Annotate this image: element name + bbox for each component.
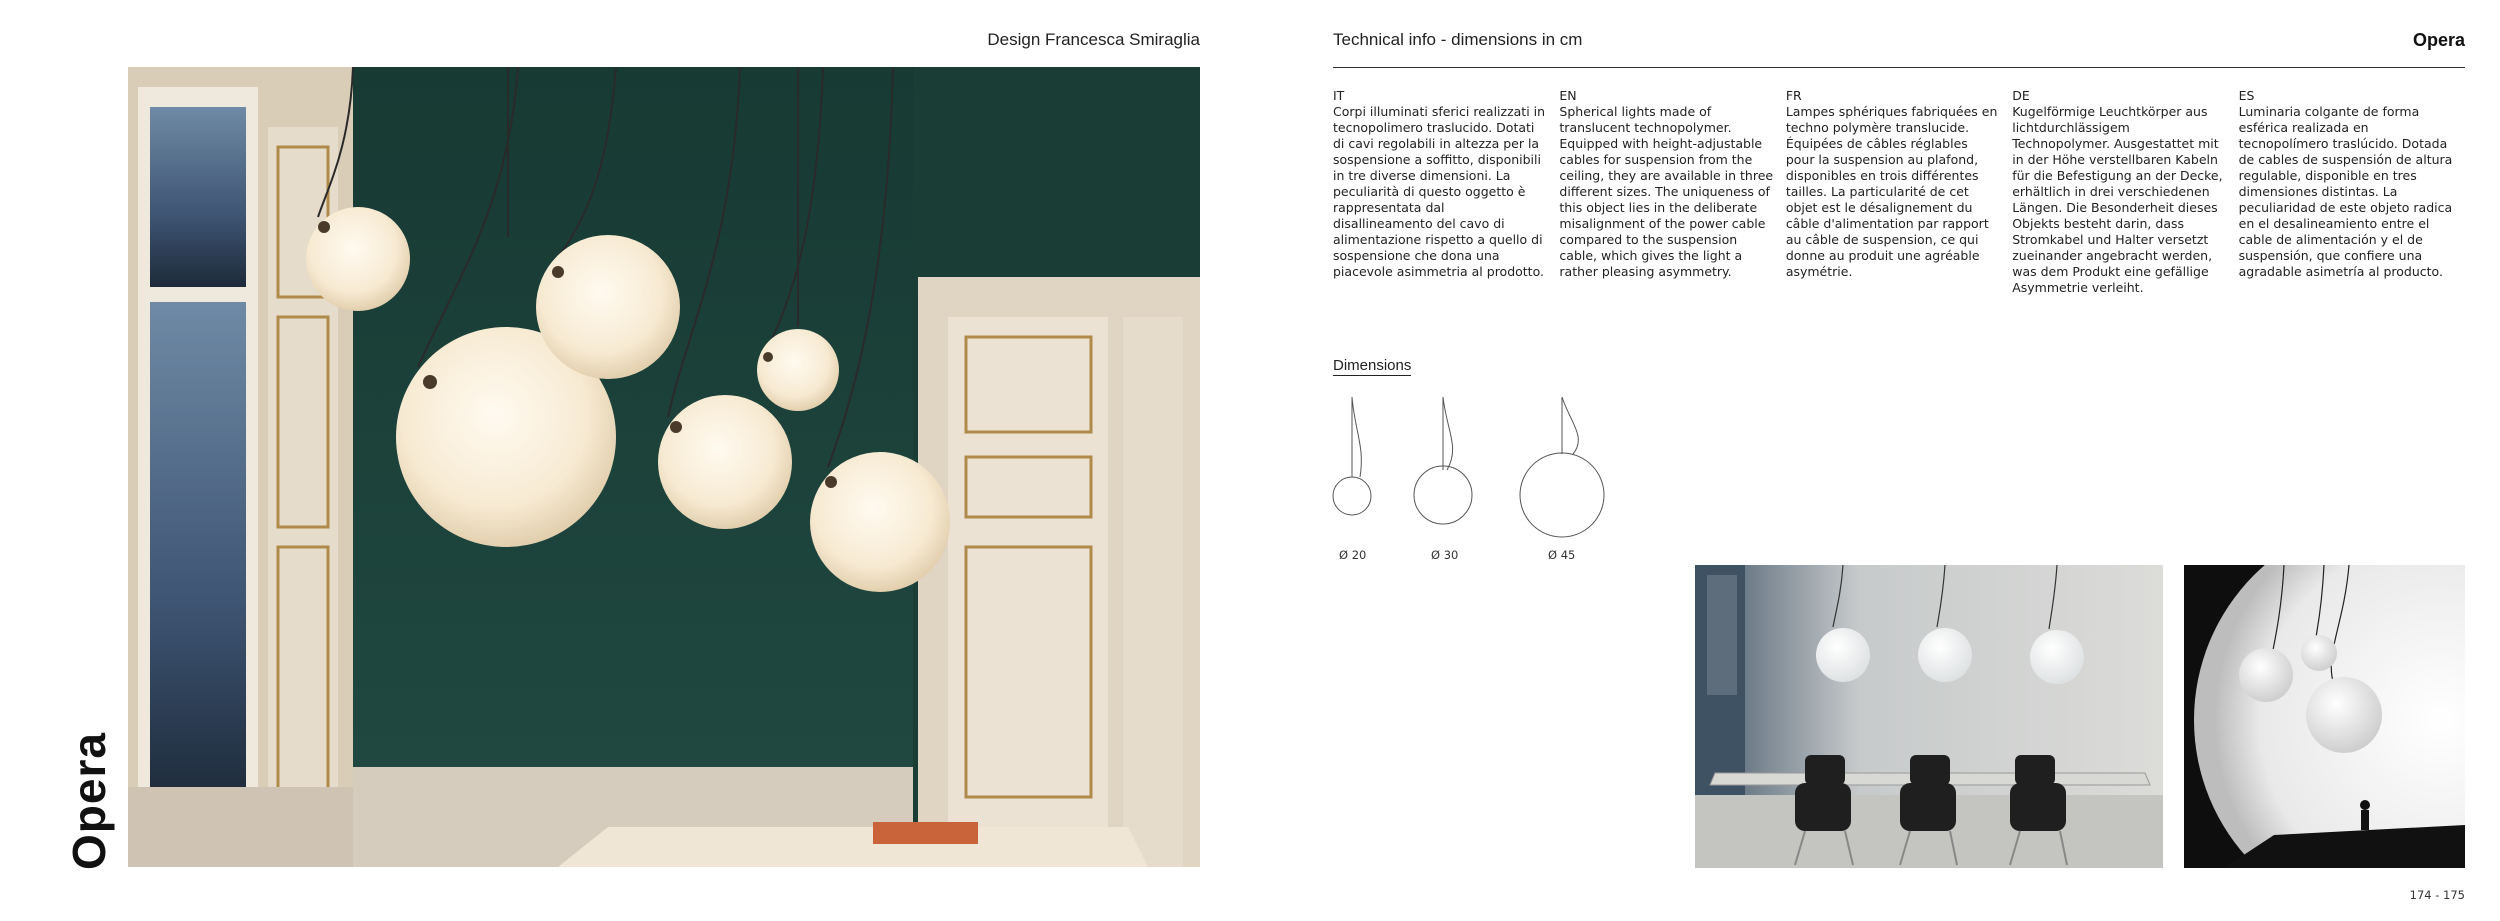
description-fr: [1786, 88, 2012, 296]
dimensions-heading: Dimensions: [1333, 357, 1412, 374]
description-it: [1333, 88, 1559, 296]
artistic-moon-photo: [2184, 565, 2465, 868]
dimension-label-30: Ø 30: [1431, 548, 1459, 562]
vertical-product-title: Opera: [63, 732, 115, 870]
page-number: 174 - 175: [2409, 888, 2465, 902]
dimension-label-45: Ø 45: [1548, 548, 1576, 562]
language-code: EN: [1559, 88, 1577, 103]
header-divider: [1333, 67, 2465, 68]
dining-room-photo: [1695, 565, 2163, 868]
language-code: DE: [2012, 88, 2030, 103]
description-columns: [1333, 88, 2465, 296]
language-code: IT: [1333, 88, 1345, 103]
language-code: FR: [1785, 88, 1802, 103]
language-description: Spherical lights made of translucent technopolymer. Equipped with height-adjustable cables for suspension from the ceiling, they are available in three different sizes. The uniqueness of this object lies in the deliberate misalignment of the power cable compared to the suspension cable, which gives the light a rather pleasing asymmetry.: [1559, 104, 1774, 279]
language-code: ES: [2238, 88, 2255, 103]
dimension-label-20: Ø 20: [1339, 548, 1367, 562]
product-name: Opera: [2412, 30, 2465, 50]
hero-photo: [128, 67, 1200, 867]
designer-credit: Design Francesca Smiraglia: [987, 30, 1200, 49]
description-es: [2239, 88, 2465, 296]
language-description: Luminaria colgante de forma esférica realizada en tecnopolímero traslúcido. Dotada de cables de suspensión de altura regulable, disponible en tres dimensiones distintas. La peculiaridad de este objeto radica en el desalineamiento entre el cable de alimentación y el de suspensión, que confiere una agradable asimetría al producto.: [2238, 104, 2453, 279]
section-title: Technical info - dimensions in cm: [1333, 30, 1583, 49]
dimensions-drawing: [1325, 392, 1625, 572]
description-en: [1559, 88, 1785, 296]
language-description: Lampes sphériques fabriquées en techno polymère translucide. Équipées de câbles réglables pour la suspension au plafond, disponibles en trois différentes tailles. La particularité de cet objet est le désalignement du câble d'alimentation par rapport au câble de suspension, ce qui donne au produit une agréable asymétrie.: [1785, 104, 1998, 279]
description-de: [2012, 88, 2238, 296]
language-description: Corpi illuminati sferici realizzati in tecnopolimero traslucido. Dotati di cavi regolabili in altezza per la sospensione a soffitto, disponibili in tre diverse dimensioni. La peculiarità di questo oggetto è rappresentata dal disallineamento del cavo di alimentazione rispetto a quello di sospensione che dona una piacevole asimmetria al prodotto.: [1333, 104, 1546, 279]
language-description: Kugelförmige Leuchtkörper aus lichtdurchlässigem Technopolymer. Ausgestattet mit in der Höhe verstellbaren Kabeln für die Befestigung an der Decke, erhältlich in drei verschiedenen Längen. Die Besonderheit dieses Objekts besteht darin, dass Stromkabel und Halter versetzt zueinander angebracht werden, was dem Produkt eine gefällige Asymmetrie verleiht.: [2012, 104, 2223, 295]
